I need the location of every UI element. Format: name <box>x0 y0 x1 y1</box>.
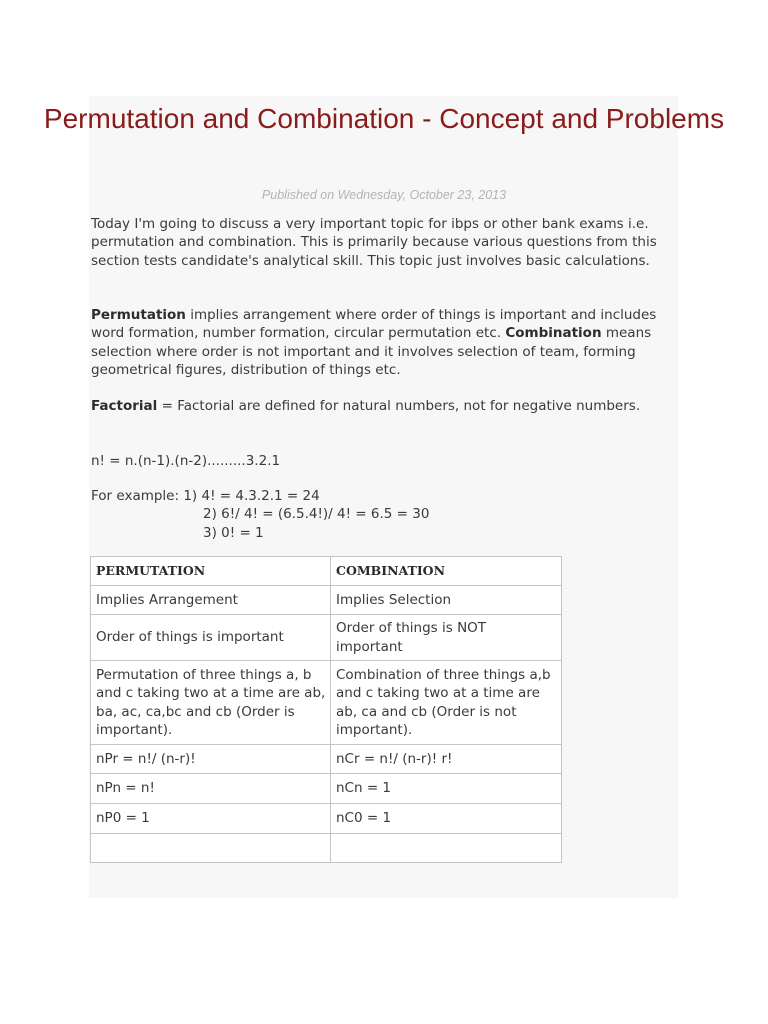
intro-paragraph: Today I'm going to discuss a very important topic for ibps or other bank exams i.e. permutation and combination. This is primarily because various questions from this section tests candidate's analytical skill. This topic just involves basic calculations. <box>91 216 657 269</box>
definitions-paragraph <box>91 306 681 379</box>
example-line: For example: 1) 4! = 4.3.2.1 = 24 <box>91 488 320 504</box>
table-cell <box>91 834 331 863</box>
table-row <box>91 774 562 804</box>
table-cell: Implies Arrangement <box>91 586 331 615</box>
table-cell: nCr = n!/ (n-r)! r! <box>331 745 562 774</box>
table-row <box>91 804 562 834</box>
table-cell: nC0 = 1 <box>331 804 562 834</box>
table-cell: Combination of three things a,b and c taking two at a time are ab, ca and cb (Order is not important). <box>331 661 562 745</box>
factorial-paragraph <box>91 397 681 415</box>
table-cell: Permutation of three things a, b and c taking two at a time are ab, ba, ac, ca,bc and cb (Order is important). <box>91 661 331 745</box>
combination-definition: means selection where order is not important and it involves selection of team, forming geometrical figures, distribution of things etc. <box>91 325 652 378</box>
table-row <box>91 586 562 615</box>
factorial-term: Factorial <box>91 398 158 414</box>
table-cell: nPr = n!/ (n-r)! <box>91 745 331 774</box>
table-cell: Implies Selection <box>331 586 562 615</box>
table-cell: nCn = 1 <box>331 774 562 804</box>
table-header-row <box>91 557 562 586</box>
table-header-cell: COMBINATION <box>331 557 562 586</box>
table-cell <box>331 834 562 863</box>
factorial-definition: = Factorial are defined for natural numbers, not for negative numbers. <box>157 398 641 414</box>
permutation-definition: implies arrangement where order of things is important and includes word formation, number formation, circular permutation etc. <box>91 307 657 342</box>
permutation-term: Permutation <box>91 307 186 323</box>
table-row <box>91 661 562 745</box>
combination-term: Combination <box>505 325 602 342</box>
table-cell: Order of things is important <box>91 615 331 661</box>
examples-block <box>91 487 681 542</box>
table-row <box>91 615 562 661</box>
published-date: Published on Wednesday, October 23, 2013 <box>261 188 507 202</box>
factorial-formula: n! = n.(n-1).(n-2).........3.2.1 <box>91 453 281 469</box>
table-cell: nPn = n! <box>91 774 331 804</box>
example-line: 3) 0! = 1 <box>203 524 264 541</box>
table-header-cell: PERMUTATION <box>91 557 331 586</box>
example-line: 2) 6!/ 4! = (6.5.4!)/ 4! = 6.5 = 30 <box>203 506 430 523</box>
table-row <box>91 834 562 863</box>
post-title: Permutation and Combination - Concept and Problems <box>43 103 725 134</box>
comparison-table <box>90 556 562 863</box>
table-cell: Order of things is NOT important <box>331 615 562 661</box>
table-cell: nP0 = 1 <box>91 804 331 834</box>
table-row <box>91 745 562 774</box>
